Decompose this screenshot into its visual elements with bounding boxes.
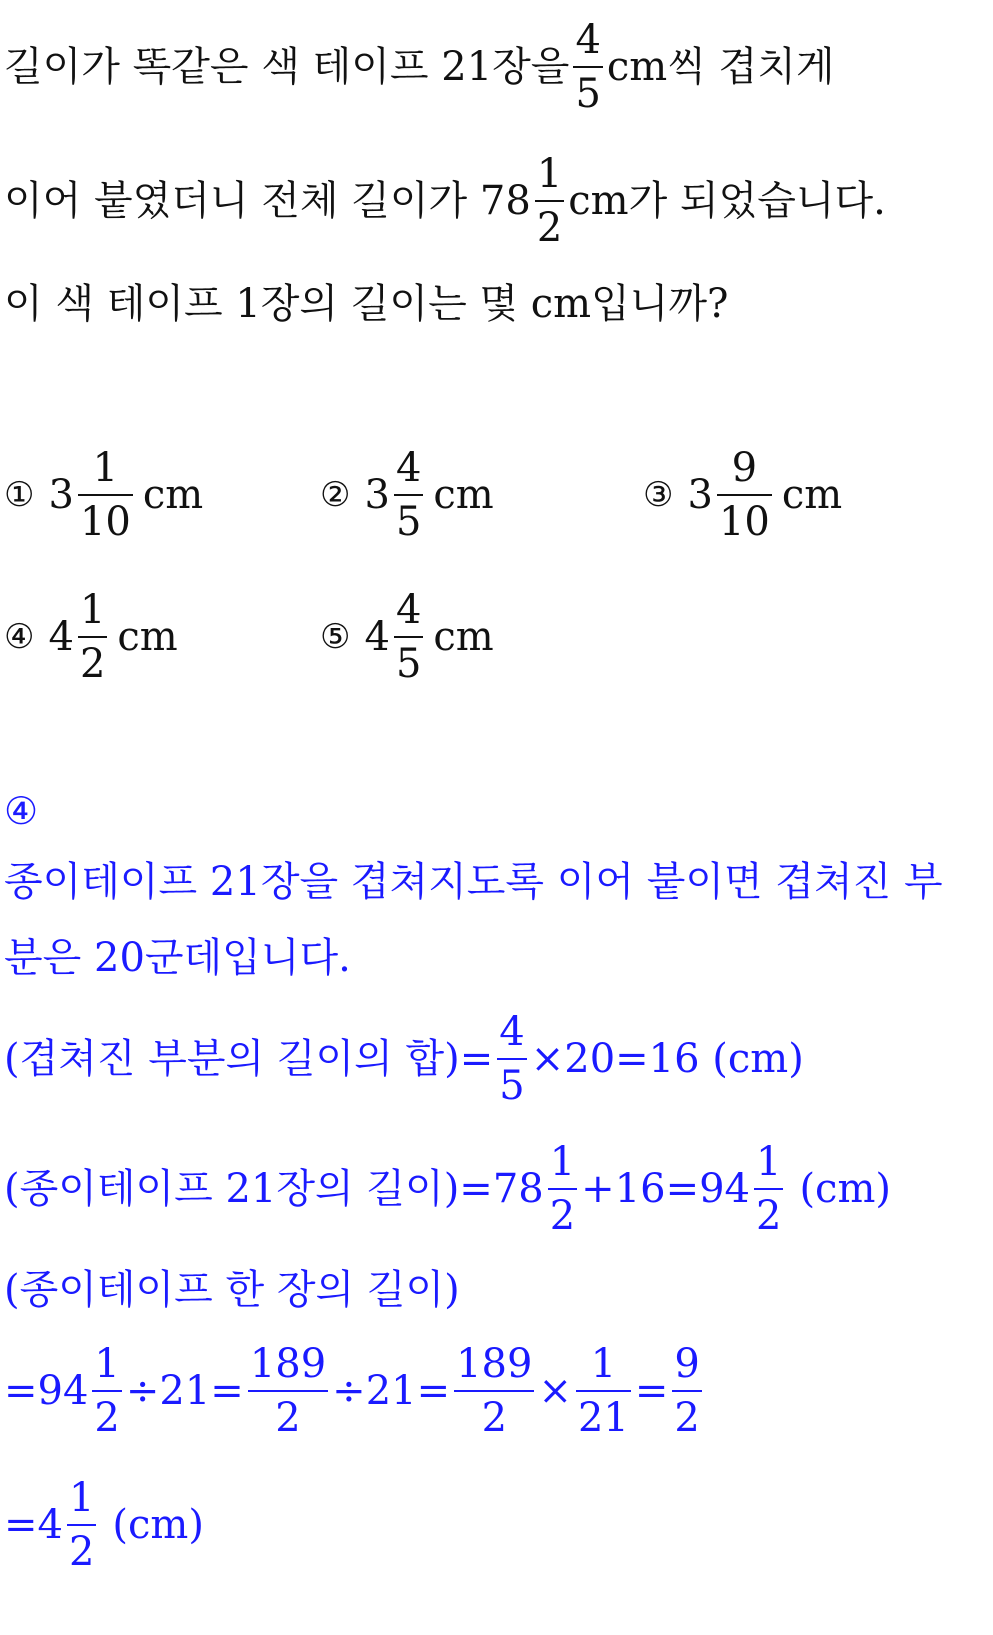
question-line-1 [4, 18, 835, 116]
question-line-2 [4, 152, 886, 250]
fraction [576, 1342, 631, 1440]
fraction [497, 1010, 526, 1108]
equation-single-label [4, 1267, 460, 1313]
question-line-3 [4, 281, 729, 327]
option-unit: cm [117, 614, 178, 660]
numerator: 1 [92, 1342, 121, 1392]
numerator: 1 [535, 152, 564, 202]
option-whole: 4 [48, 614, 74, 660]
denominator: 2 [94, 1395, 120, 1441]
denominator: 10 [79, 499, 131, 545]
fraction [92, 1342, 121, 1440]
equation-mid: +16=94 [581, 1166, 750, 1212]
equation-part: =94 [4, 1368, 89, 1414]
option-5[interactable] [320, 588, 494, 686]
explanation-line-1 [4, 859, 943, 905]
question-text: 길이가 똑같은 색 테이프 21장을 [4, 44, 570, 90]
option-number: ③ [643, 475, 674, 515]
fraction [454, 1342, 534, 1440]
numerator: 1 [78, 588, 107, 638]
option-4[interactable] [4, 588, 178, 686]
option-number: ② [320, 475, 351, 515]
denominator: 5 [499, 1063, 525, 1109]
equation-part: = [634, 1368, 669, 1414]
option-number: ① [4, 475, 35, 515]
numerator: 1 [67, 1476, 96, 1526]
option-number: ④ [4, 617, 35, 657]
option-whole: 3 [364, 472, 390, 518]
numerator: 1 [78, 446, 133, 496]
equation-rest: ×20=16 (cm) [530, 1036, 804, 1082]
numerator: 4 [394, 446, 423, 496]
fraction [548, 1140, 577, 1238]
numerator: 189 [454, 1342, 534, 1392]
answer-number: ④ [4, 789, 39, 833]
fraction [394, 588, 423, 686]
fraction [248, 1342, 328, 1440]
fraction [67, 1476, 96, 1574]
question-text: 이 색 테이프 1장의 길이는 몇 cm입니까? [4, 281, 729, 327]
fraction [535, 152, 564, 250]
numerator: 9 [717, 446, 772, 496]
equation-rest: (cm) [799, 1166, 891, 1212]
answer-mark [4, 789, 39, 833]
option-whole: 3 [687, 472, 713, 518]
equation-division [4, 1342, 706, 1440]
option-unit: cm [433, 472, 494, 518]
denominator: 2 [275, 1395, 301, 1441]
denominator: 2 [674, 1395, 700, 1441]
option-whole: 4 [364, 614, 390, 660]
numerator: 4 [573, 18, 602, 68]
numerator: 9 [672, 1342, 701, 1392]
explanation-text: 종이테이프 21장을 겹쳐지도록 이어 붙이면 겹쳐진 부 [4, 859, 943, 905]
option-whole: 3 [48, 472, 74, 518]
fraction [672, 1342, 701, 1440]
option-2[interactable] [320, 446, 494, 544]
denominator: 10 [718, 499, 770, 545]
numerator: 4 [497, 1010, 526, 1060]
denominator: 2 [756, 1193, 782, 1239]
equation-part: ÷21= [332, 1368, 451, 1414]
equation-result [4, 1476, 204, 1574]
equation-lhs: (종이테이프 21장의 길이)=78 [4, 1166, 544, 1212]
fraction [394, 446, 423, 544]
numerator: 189 [248, 1342, 328, 1392]
equation-overlap-sum [4, 1010, 804, 1108]
fraction [78, 446, 133, 544]
option-unit: cm [433, 614, 494, 660]
denominator: 2 [481, 1395, 508, 1441]
equation-part: ÷21= [125, 1368, 244, 1414]
explanation-line-2 [4, 935, 351, 981]
fraction [754, 1140, 783, 1238]
option-number: ⑤ [320, 617, 351, 657]
explanation-text: 분은 20군데입니다. [4, 935, 351, 981]
numerator: 4 [394, 588, 423, 638]
equation-part: × [538, 1368, 572, 1414]
option-unit: cm [781, 472, 843, 518]
equation-label: (종이테이프 한 장의 길이) [4, 1267, 460, 1313]
numerator: 1 [576, 1342, 631, 1392]
option-1[interactable] [4, 446, 203, 544]
option-3[interactable] [643, 446, 842, 544]
equation-rest: (cm) [112, 1502, 204, 1548]
equation-total-length [4, 1140, 891, 1238]
fraction [717, 446, 772, 544]
denominator: 21 [577, 1395, 629, 1441]
question-text: cm씩 겹치게 [606, 44, 835, 90]
numerator: 1 [754, 1140, 783, 1190]
option-unit: cm [142, 472, 204, 518]
numerator: 1 [548, 1140, 577, 1190]
question-text: 이어 붙였더니 전체 길이가 78 [4, 178, 531, 224]
denominator: 2 [536, 205, 563, 251]
fraction [78, 588, 107, 686]
denominator: 2 [79, 641, 106, 687]
denominator: 5 [395, 499, 422, 545]
equation-part: =4 [4, 1502, 63, 1548]
denominator: 5 [395, 641, 422, 687]
denominator: 5 [575, 71, 601, 117]
denominator: 2 [549, 1193, 576, 1239]
question-text: cm가 되었습니다. [568, 178, 886, 224]
fraction [573, 18, 602, 116]
denominator: 2 [68, 1529, 95, 1575]
equation-lhs: (겹쳐진 부분의 길이의 합)= [4, 1036, 494, 1082]
